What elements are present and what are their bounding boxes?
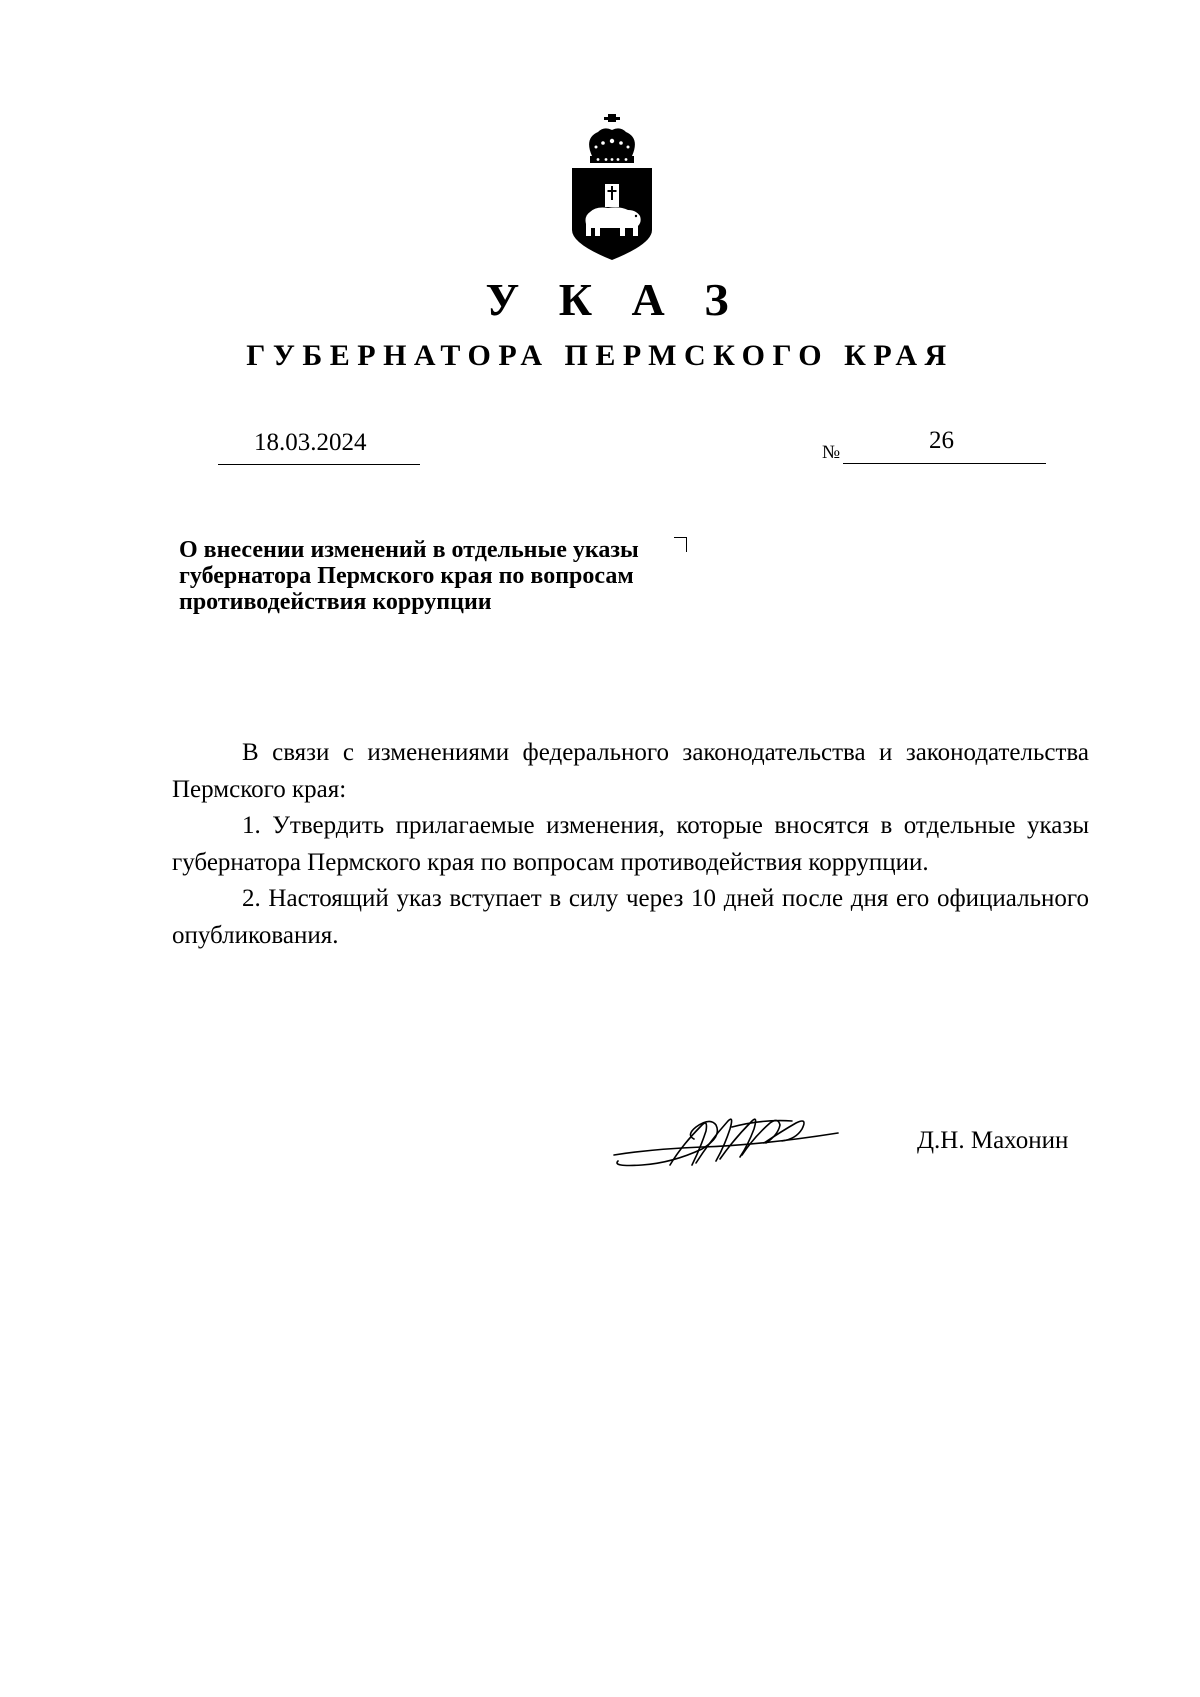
document-subject: О внесении изменений в отдельные указы губернатора Пермского края по вопросам противодействия коррупции: [179, 537, 639, 615]
signer-name: Д.Н. Махонин: [917, 1127, 1069, 1154]
coat-of-arms-emblem: [562, 112, 662, 262]
document-date: 18.03.2024: [254, 429, 367, 456]
number-sign-label: №: [822, 442, 841, 463]
document-body: [172, 735, 1089, 954]
document-number: 26: [929, 427, 954, 454]
document-type-heading: У К А З: [485, 274, 743, 325]
date-field: [218, 428, 420, 465]
body-item-2: 2. Настоящий указ вступает в силу через 10 дней после дня его официального опубликования.: [172, 885, 1089, 949]
gospel-cross-icon: [605, 184, 619, 207]
body-item-1: 1. Утвердить прилагаемые изменения, которые вносятся в отдельные указы губернатора Пермского края по вопросам противодействия коррупции.: [172, 812, 1089, 876]
issuer-heading: ГУБЕРНАТОРА ПЕРМСКОГО КРАЯ: [246, 339, 954, 372]
corner-bracket-mark: [674, 537, 687, 552]
number-field: [843, 426, 1046, 464]
signature-image: [612, 1105, 842, 1175]
body-preamble: В связи с изменениями федерального законодательства и законодательства Пермского края:: [172, 739, 1089, 803]
crown-icon: [589, 114, 635, 163]
